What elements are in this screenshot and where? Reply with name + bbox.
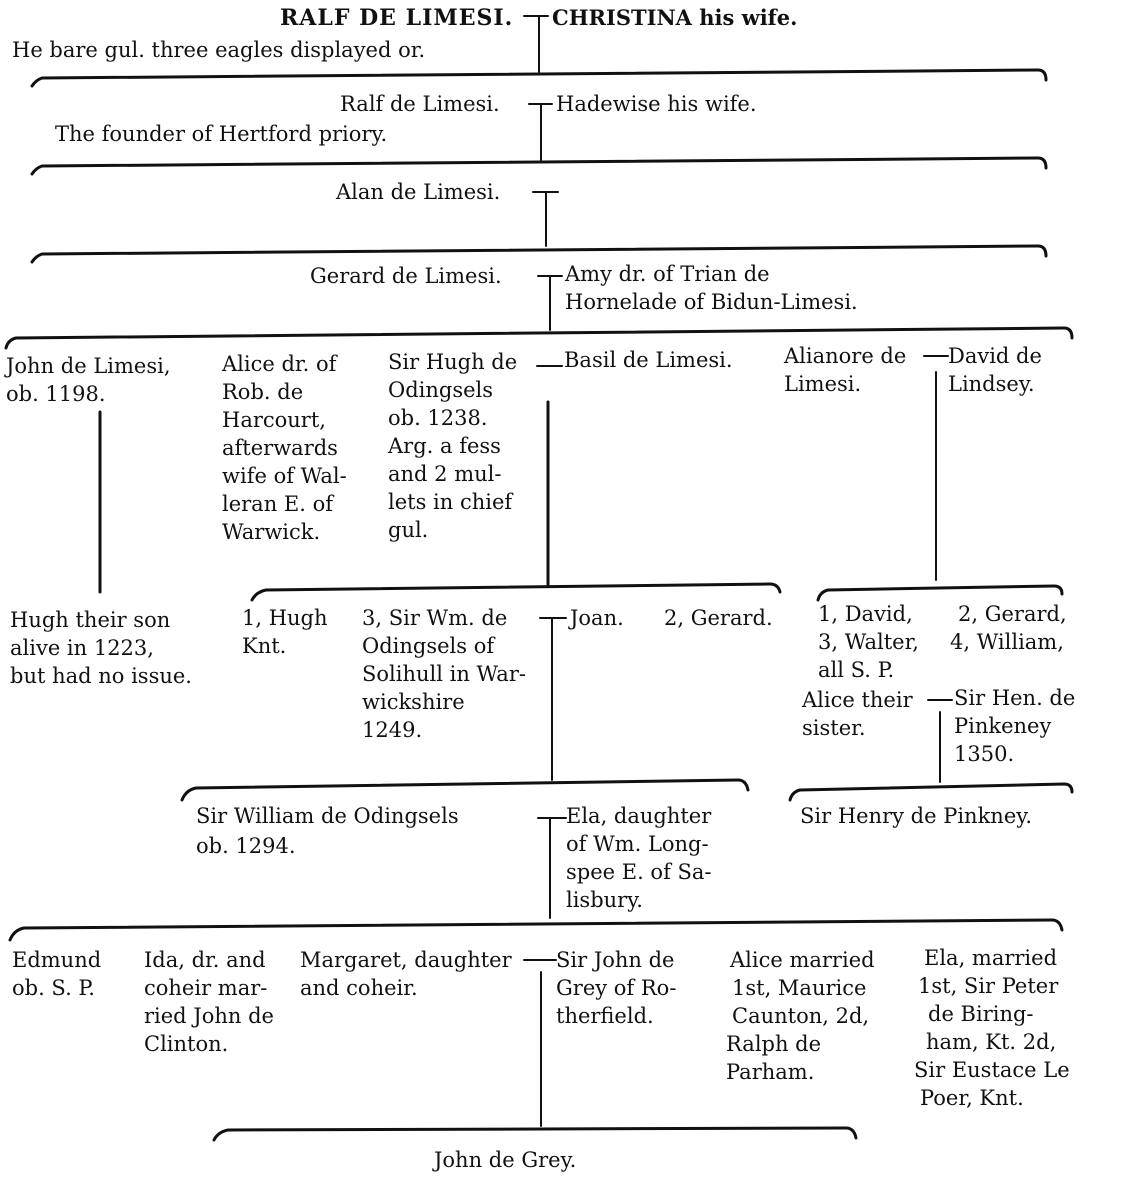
generation-bracket	[6, 328, 1072, 348]
alice-sister-line-1: Alice their	[802, 688, 913, 712]
hugh-knt-line-2: Knt.	[242, 634, 287, 658]
marriage-connector	[538, 276, 562, 330]
david-lindsey-line-1: David de	[948, 344, 1042, 368]
sons-list-a-line-3: all S. P.	[818, 658, 895, 682]
amy-line-2: Hornelade of Bidun-Limesi.	[565, 290, 858, 314]
alice-harcourt-line-3: Harcourt,	[222, 408, 326, 432]
sir-hugh-line-7: gul.	[388, 518, 429, 542]
ralf-de-limesi-founder: RALF DE LIMESI.	[280, 5, 514, 31]
ralf-de-limesi: Ralf de Limesi.	[340, 92, 500, 116]
sir-hugh-line-2: Odingsels	[388, 378, 494, 402]
john-de-limesi-line-1: John de Limesi,	[6, 354, 171, 378]
marriage-connector	[924, 356, 948, 580]
sir-hugh-line-5: and 2 mul-	[388, 462, 502, 486]
marriage-connector	[928, 700, 952, 782]
alice-married-line-5: Parham.	[726, 1060, 815, 1084]
sir-john-grey-line-1: Sir John de	[556, 948, 675, 972]
christina-wife: CHRISTINA his wife.	[552, 5, 798, 30]
generation-bracket	[32, 246, 1046, 262]
hugh-son-line-3: but had no issue.	[10, 664, 192, 688]
alice-harcourt-line-5: wife of Wal-	[222, 464, 347, 488]
founder-note: The founder of Hertford priory.	[55, 122, 388, 146]
ida-line-2: coheir mar-	[144, 976, 268, 1000]
marriage-connector	[533, 192, 558, 246]
ela-married-line-3: de Biring-	[928, 1002, 1034, 1026]
sir-john-grey-line-2: Grey of Ro-	[556, 976, 677, 1000]
generation-bracket	[10, 920, 1062, 940]
sir-john-grey-line-3: therfield.	[556, 1004, 654, 1028]
ela-married-line-6: Poer, Knt.	[920, 1086, 1024, 1110]
ida-line-3: ried John de	[144, 1004, 274, 1028]
marriage-connector	[540, 618, 566, 780]
sir-hugh-line-1: Sir Hugh de	[388, 350, 518, 374]
marriage-connector	[524, 16, 548, 72]
sir-wm-odingsels-line-4: wickshire	[362, 690, 465, 714]
ela-married-line-1: Ela, married	[924, 946, 1058, 970]
alice-harcourt-line-6: leran E. of	[222, 492, 333, 516]
gerard-de-limesi: Gerard de Limesi.	[310, 264, 502, 288]
alice-married-line-3: Caunton, 2d,	[732, 1004, 870, 1028]
generation-bracket	[252, 584, 780, 600]
margaret-line-1: Margaret, daughter	[300, 948, 512, 972]
sir-hen-pinkeney-line-1: Sir Hen. de	[954, 686, 1076, 710]
alice-harcourt-line-1: Alice dr. of	[222, 352, 337, 376]
alice-harcourt-line-7: Warwick.	[222, 520, 321, 544]
david-lindsey-line-2: Lindsey.	[948, 372, 1035, 396]
alianore-line-2: Limesi.	[784, 372, 862, 396]
ela-longspee-line-2: of Wm. Long-	[566, 832, 709, 856]
basil-de-limesi: Basil de Limesi.	[564, 348, 733, 372]
generation-bracket	[818, 586, 1062, 600]
sir-hugh-line-6: lets in chief	[388, 490, 513, 514]
hugh-knt-line-1: 1, Hugh	[242, 606, 328, 630]
sir-wm-odingsels-line-5: 1249.	[362, 718, 423, 742]
ida-line-1: Ida, dr. and	[144, 948, 266, 972]
hugh-son-line-1: Hugh their son	[10, 608, 171, 632]
hugh-son-line-2: alive in 1223,	[10, 636, 154, 660]
sir-hugh-line-4: Arg. a fess	[388, 434, 501, 458]
ela-married-line-4: ham, Kt. 2d,	[926, 1030, 1057, 1054]
gerard-second: 2, Gerard.	[664, 606, 773, 630]
alan-de-limesi: Alan de Limesi.	[336, 180, 501, 204]
john-de-limesi-line-2: ob. 1198.	[6, 382, 106, 406]
sons-list-b-line-2: 4, William,	[950, 630, 1064, 654]
generation-bracket	[790, 784, 1072, 800]
amy-line-1: Amy dr. of Trian de	[565, 262, 770, 286]
joan: Joan.	[570, 606, 624, 630]
sir-henry-pinkney: Sir Henry de Pinkney.	[800, 804, 1033, 828]
ela-longspee-line-3: spee E. of Sa-	[566, 860, 712, 884]
sir-william-odingsels-line-2: ob. 1294.	[196, 834, 296, 858]
generation-bracket	[214, 1128, 856, 1140]
arms-note: He bare gul. three eagles displayed or.	[12, 38, 426, 62]
margaret-line-2: and coheir.	[300, 976, 418, 1000]
generation-bracket	[32, 158, 1046, 174]
sons-list-b-line-1: 2, Gerard,	[958, 602, 1067, 626]
edmund-line-2: ob. S. P.	[12, 976, 95, 1000]
sir-wm-odingsels-line-2: Odingsels of	[362, 634, 495, 658]
alice-harcourt-line-2: Rob. de	[222, 380, 304, 404]
ela-longspee-line-4: lisbury.	[566, 888, 643, 912]
alianore-line-1: Alianore de	[784, 344, 907, 368]
sir-hen-pinkeney-line-2: Pinkeney	[954, 714, 1052, 738]
sir-william-odingsels-line-1: Sir William de Odingsels	[196, 804, 459, 828]
ela-longspee-line-1: Ela, daughter	[566, 804, 712, 828]
alice-sister-line-2: sister.	[802, 716, 866, 740]
sir-hugh-line-3: ob. 1238.	[388, 406, 488, 430]
generation-bracket	[182, 780, 748, 800]
edmund-line-1: Edmund	[12, 948, 102, 972]
john-de-grey: John de Grey.	[434, 1148, 577, 1172]
hadewise-wife: Hadewise his wife.	[556, 92, 757, 116]
ela-married-line-5: Sir Eustace Le	[914, 1058, 1070, 1082]
alice-harcourt-line-4: afterwards	[222, 436, 338, 460]
sir-wm-odingsels-line-3: Solihull in War-	[362, 662, 526, 686]
ela-married-line-2: 1st, Sir Peter	[918, 974, 1059, 998]
alice-married-line-2: 1st, Maurice	[732, 976, 867, 1000]
sir-hen-pinkeney-line-3: 1350.	[954, 742, 1015, 766]
marriage-connector	[538, 818, 566, 918]
marriage-connector	[524, 960, 556, 1126]
alice-married-line-4: Ralph de	[726, 1032, 822, 1056]
alice-married-line-1: Alice married	[730, 948, 875, 972]
marriage-connector	[529, 104, 552, 160]
ida-line-4: Clinton.	[144, 1032, 229, 1056]
sons-list-a-line-1: 1, David,	[818, 602, 913, 626]
sons-list-a-line-2: 3, Walter,	[818, 630, 919, 654]
sir-wm-odingsels-line-1: 3, Sir Wm. de	[362, 606, 508, 630]
